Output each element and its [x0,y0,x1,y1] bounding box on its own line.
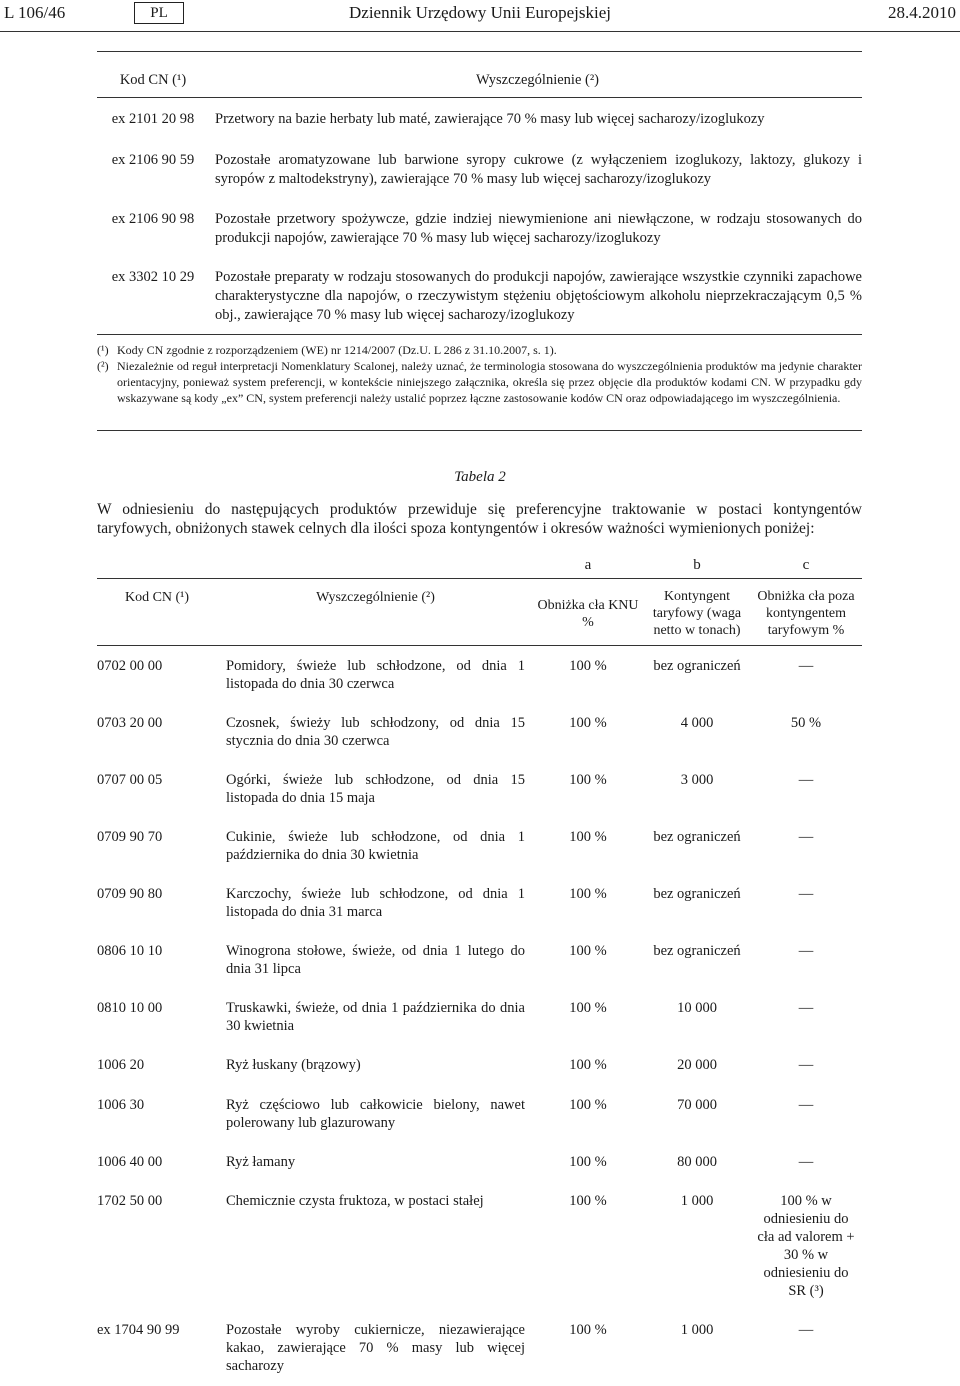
table2-row-c: — [798,943,814,959]
table2-row-description: Truskawki, świeże, od dnia 1 października do dnia 30 kwietnia [226,1000,525,1034]
table2-row-code: 0806 10 10 [97,943,163,959]
table2-row-b: 3 000 [680,772,714,788]
table2-row-b: 1 000 [680,1193,714,1209]
table2-row-code: 0702 00 00 [97,658,163,674]
table2-row-code: 1006 20 [97,1057,145,1073]
column-letter-b: b [693,557,701,573]
table2-top-rule [97,578,862,579]
table2-row-b: bez ograniczeń [653,829,741,845]
table2-row-a: 100 % [569,1000,607,1016]
table2-row-c: — [798,886,814,902]
table2-row-c: — [798,1000,814,1016]
table2-row-code: 0709 90 70 [97,829,163,845]
table2-row-c: — [798,1322,814,1338]
table1-row-code: ex 2106 90 98 [111,211,195,227]
table1-row-code: ex 2106 90 59 [111,152,195,168]
publication-date: 28.4.2010 [888,3,956,22]
language-badge: PL [134,2,184,24]
table2-row-c: — [798,829,814,845]
table2-row-a: 100 % [569,829,607,845]
table2-row-b: 20 000 [677,1057,717,1073]
table2-row-code: 0703 20 00 [97,715,163,731]
table2-row-a: 100 % [569,658,607,674]
table1-header-rule [97,97,862,98]
header-rule [0,31,960,32]
footnote-text: Niezależnie od reguł interpretacji Nomenklatury Scalonej, należy uznać, że terminologia stosowana do wyszczególnienia produktów ma jedynie charakter orientacyjny, ponieważ system preferencji, w kontekście niniejszego załącznika, określa się przez objęcie dla produktów kodami CN. W przypadku gdy wskazywane są kody „ex” CN, system preferencji należy ustalić poprzez łączne zastosowanie kodów CN oraz odpowiadającego im wyszczególnienia. [117,359,862,405]
footnote-text: Kody CN zgodnie z rozporządzeniem (WE) nr 1214/2007 (Dz.U. L 286 z 31.10.2007, s. 1). [117,343,557,357]
table2-row-code: 0709 90 80 [97,886,163,902]
table2-row-b: 70 000 [677,1097,717,1113]
table2-row-code: 0810 10 00 [97,1000,163,1016]
table2-row-description: Pomidory, świeże lub schłodzone, od dnia 1 listopada do dnia 30 czerwca [226,658,525,692]
table1-header-code: Kod CN (¹) [119,72,187,88]
table1-footnote-rule [97,334,862,335]
table1-bottom-rule [97,430,862,431]
table2-header-description: Wyszczególnienie (²) [316,590,435,605]
table2-row-c: — [798,1057,814,1073]
footnote-2 [97,358,862,406]
table2-row-a: 100 % [569,1322,607,1338]
column-letter-c: c [802,557,810,573]
table2-row-description: Ryż łuskany (brązowy) [226,1057,361,1073]
table2-row-c: — [798,658,814,674]
table2-row-b: bez ograniczeń [653,658,741,674]
table2-row-description: Winogrona stołowe, świeże, od dnia 1 lutego do dnia 31 lipca [226,943,525,977]
table1-row-description: Pozostałe preparaty w rodzaju stosowanych do produkcji napojów, zawierające wszystkie czynniki zapachowe charakterystyczne dla napojów, o rzeczywistym stężeniu objętościowym alkoholu nieprzekraczającym 0,5 % obj., zawierające 70 % masy lub więcej sacharozy/izoglukozy [215,269,862,323]
table2-row-c: — [798,1097,814,1113]
table1-row-code: ex 3302 10 29 [111,269,195,285]
table2-header-c: Obniżka cła poza kontyngentem taryfowym % [757,589,855,638]
table2-row-b: 1 000 [680,1322,714,1338]
table2-row-c: — [798,772,814,788]
table2-row-code: 1006 30 [97,1097,145,1113]
table1-row-description: Przetwory na bazie herbaty lub maté, zawierające 70 % masy lub więcej sacharozy/izoglukozy [215,111,765,127]
footnote-1 [97,342,862,358]
footnote-marker: (²) [97,359,109,373]
table2-row-description: Chemicznie czysta fruktoza, w postaci stałej [226,1193,484,1209]
table2-row-b: bez ograniczeń [653,943,741,959]
table2-row-a: 100 % [569,1057,607,1073]
table2-row-b: bez ograniczeń [653,886,741,902]
table2-row-c: 100 % w odniesieniu do cła ad valorem + 30 % w odniesieniu do SR (³) [757,1193,855,1299]
table1-header-description: Wyszczególnienie (²) [475,72,600,88]
table1-top-rule [97,51,862,52]
table2-row-code: 0707 00 05 [97,772,163,788]
table2-row-code: 1702 50 00 [97,1193,163,1209]
table2-row-a: 100 % [569,772,607,788]
table2-row-description: Ryż łamany [226,1154,296,1170]
table2-row-a: 100 % [569,715,607,731]
table2-row-code: ex 1704 90 99 [97,1322,180,1338]
table2-header-b: Kontyngent taryfowy (waga netto w tonach) [652,589,742,638]
page-number: L 106/46 [4,3,66,22]
journal-title: Dziennik Urzędowy Unii Europejskiej [349,3,612,22]
table2-row-description: Cukinie, świeże lub schłodzone, od dnia 1 października do dnia 30 kwietnia [226,829,525,863]
table2-header-rule [97,645,862,646]
table2-row-code: 1006 40 00 [97,1154,163,1170]
table2-row-description: Ogórki, świeże lub schłodzone, od dnia 15 listopada do dnia 15 maja [226,772,525,806]
table2-row-b: 80 000 [677,1154,717,1170]
table2-row-a: 100 % [569,943,607,959]
table1-row-description: Pozostałe aromatyzowane lub barwione syropy cukrowe (z wyłączeniem izoglukozy, laktozy, glukozy i syropów z maltodekstryny), zawierające 70 % masy lub więcej sacharozy/izoglukozy [215,152,862,187]
table2-header-code: Kod CN (¹) [124,590,190,605]
table2-intro: W odniesieniu do następujących produktów przewiduje się preferencyjne traktowanie w postaci kontyngentów taryfowych, obniżonych stawek celnych dla ilości spoza kontyngentów i okresów ważności wymienionych poniżej: [97,501,862,537]
table1-row-code: ex 2101 20 98 [111,111,195,127]
table2-row-c: 50 % [790,715,822,731]
table2-header-a: Obniżka cła KNU % [537,598,639,630]
table2-row-a: 100 % [569,1097,607,1113]
column-letter-a: a [584,557,592,573]
table2-row-a: 100 % [569,886,607,902]
table2-title: Tabela 2 [454,469,506,485]
table2-row-c: — [798,1154,814,1170]
table2-row-b: 10 000 [677,1000,717,1016]
table2-row-a: 100 % [569,1193,607,1209]
table2-row-a: 100 % [569,1154,607,1170]
table2-row-description: Pozostałe wyroby cukiernicze, niezawierające kakao, zawierające 70 % masy lub więcej sacharozy [226,1322,525,1374]
table2-row-description: Ryż częściowo lub całkowicie bielony, nawet polerowany lub glazurowany [226,1097,525,1131]
table2-row-description: Czosnek, świeży lub schłodzony, od dnia 15 stycznia do dnia 30 czerwca [226,715,525,749]
footnote-marker: (¹) [97,343,109,357]
table1-row-description: Pozostałe przetwory spożywcze, gdzie indziej niewymienione ani niewłączone, w rodzaju stosowanych do produkcji napojów, zawierające 70 % masy lub więcej sacharozy/izoglukozy [215,211,862,246]
table2-row-b: 4 000 [680,715,714,731]
table2-row-description: Karczochy, świeże lub schłodzone, od dnia 1 listopada do dnia 31 marca [226,886,525,920]
